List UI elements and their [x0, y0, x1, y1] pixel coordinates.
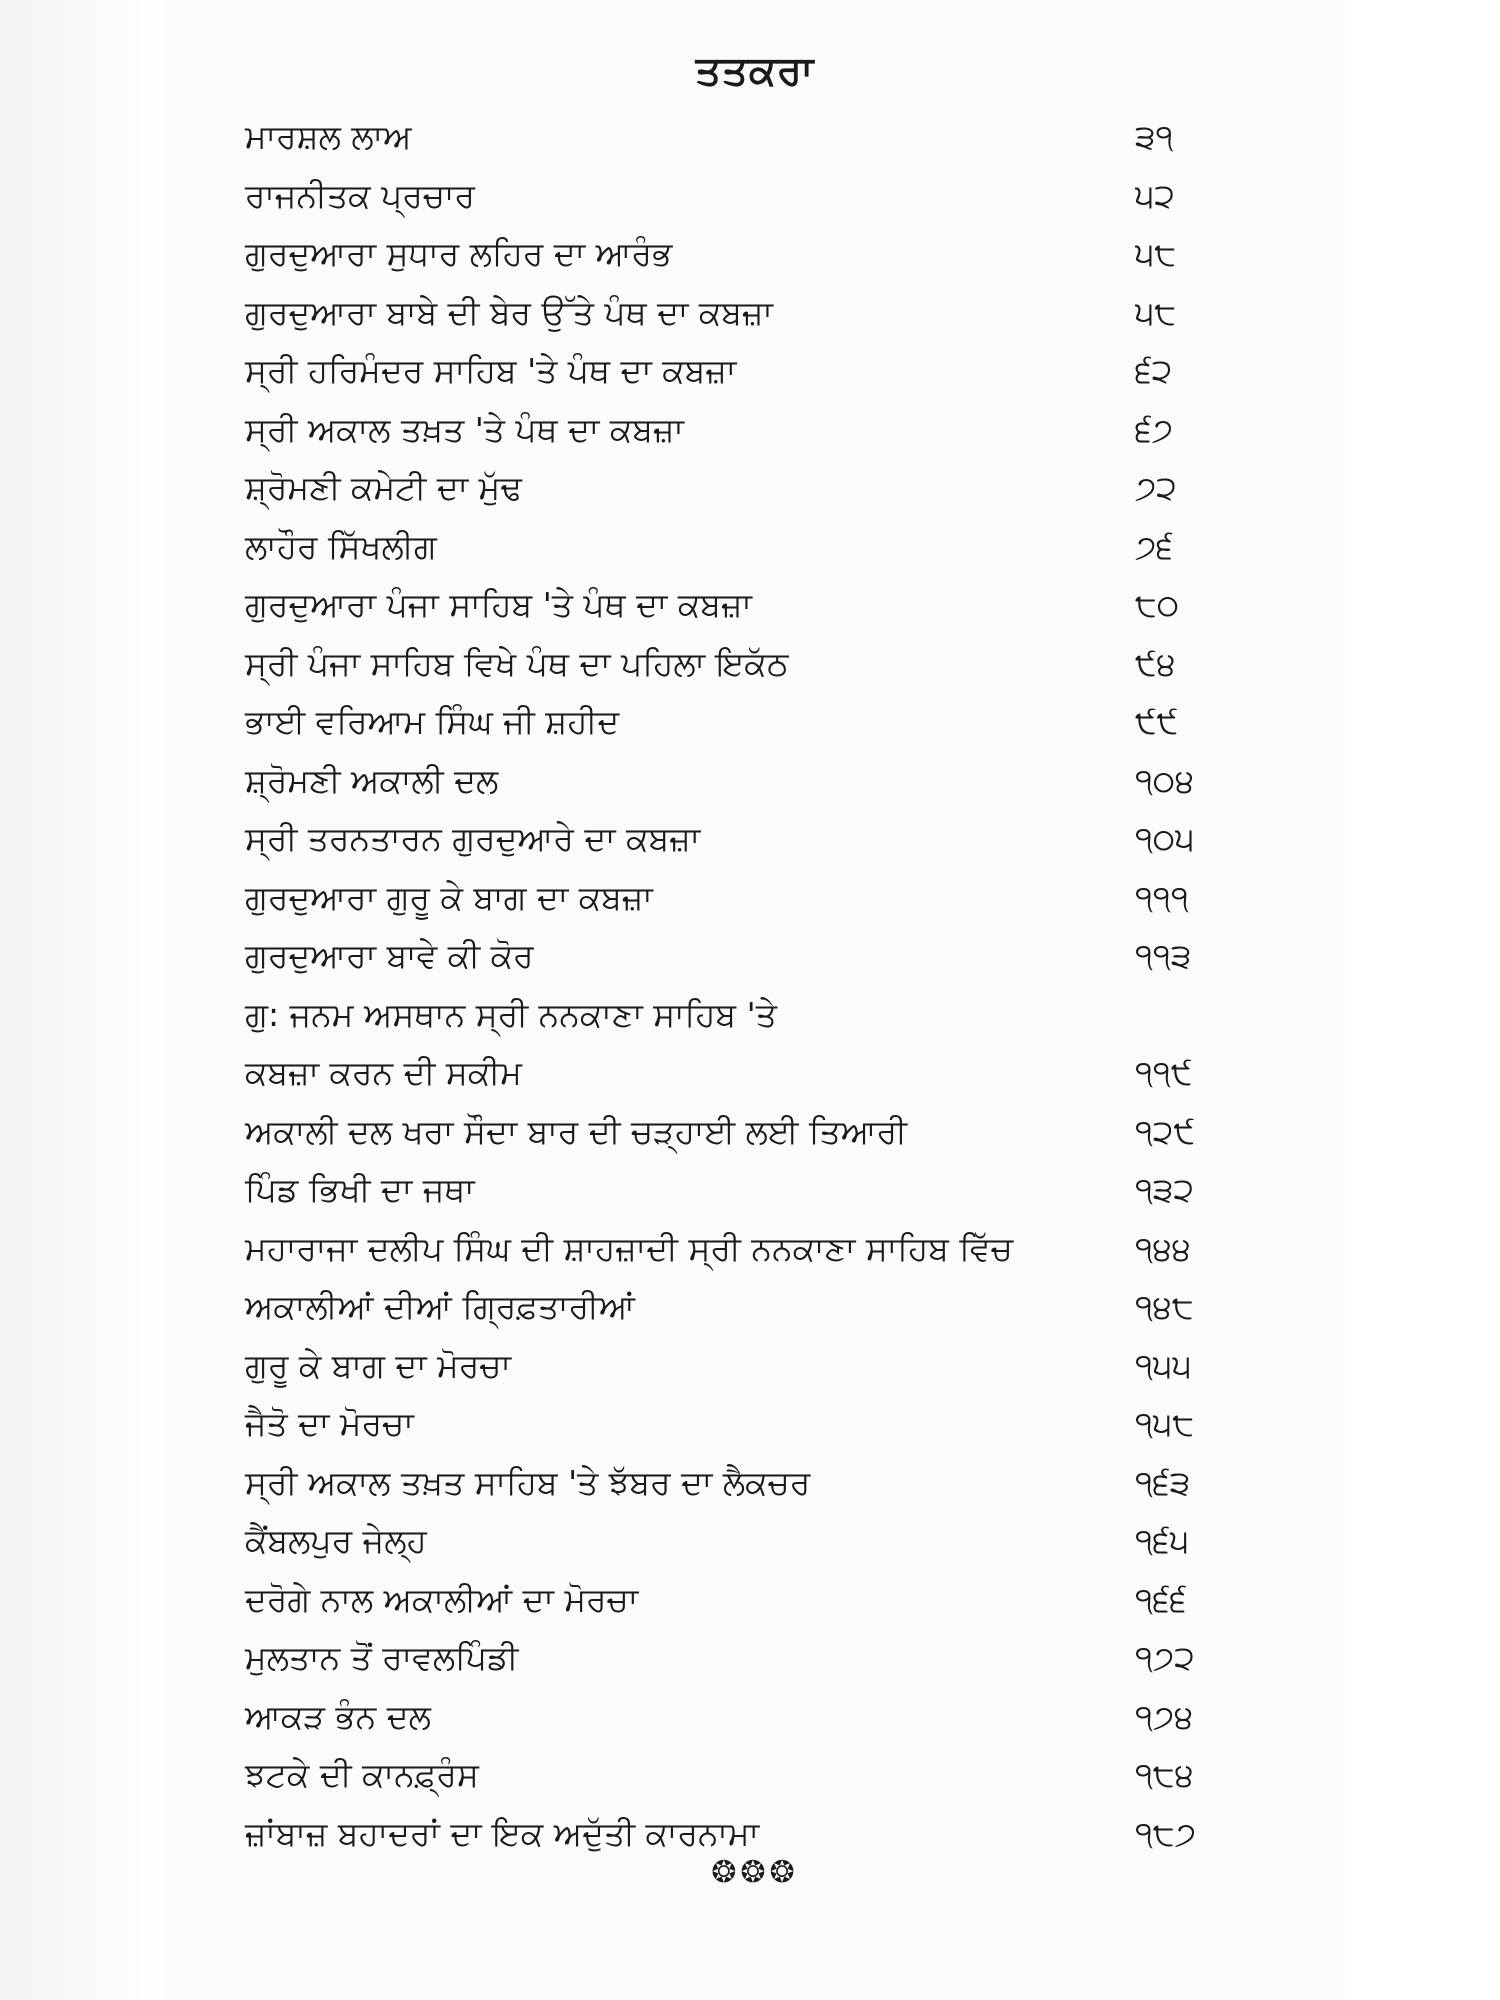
- toc-entry-page-number: ੬੭: [1135, 409, 1174, 449]
- toc-entry-title: ਮਾਰਸ਼ਲ ਲਾਅ: [245, 117, 412, 156]
- toc-entry-page-number: ੧੪੮: [1135, 1287, 1194, 1326]
- toc-entry: [245, 167, 1295, 226]
- toc-entry: [245, 693, 1295, 752]
- toc-entry: [245, 1746, 1295, 1805]
- end-ornament: ❂❂❂: [711, 1855, 799, 1890]
- toc-entry-page-number: ੧੫੮: [1135, 1404, 1195, 1443]
- toc-entry-title: ਸ੍ਰੀ ਤਰਨਤਾਰਨ ਗੁਰਦੁਆਰੇ ਦਾ ਕਬਜ਼ਾ: [245, 819, 701, 858]
- toc-entry-title: ਮਹਾਰਾਜਾ ਦਲੀਪ ਸਿੰਘ ਦੀ ਸ਼ਾਹਜ਼ਾਦੀ ਸ੍ਰੀ ਨਨਕਾਣਾ ਸਾਹਿਬ ਵਿੱਚ: [245, 1228, 1013, 1268]
- toc-entry-page-number: ੧੪੪: [1135, 1228, 1191, 1268]
- toc-entry-page-number: ੧੮੪: [1135, 1755, 1194, 1794]
- toc-entry: [245, 635, 1295, 694]
- toc-entry: [245, 1629, 1295, 1688]
- toc-entry-page-number: ੧੭੪: [1135, 1696, 1194, 1736]
- toc-entry-page-number: ੧੦੫: [1135, 819, 1195, 858]
- toc-entry-title: ਗੁਰਦੁਆਰਾ ਬਾਵੇ ਕੀ ਕੋਰ: [245, 936, 534, 975]
- toc-entry-page-number: ੬੨: [1135, 351, 1173, 390]
- book-page: [165, 0, 1345, 2000]
- toc-entry-page-number: ੧੩੨: [1135, 1170, 1194, 1209]
- toc-entry-page-number: ੧੭੨: [1135, 1638, 1195, 1677]
- toc-entry-page-number: ੯੪: [1135, 643, 1176, 683]
- toc-entry-title: ਮੁਲਤਾਨ ਤੋਂ ਰਾਵਲਪਿੰਡੀ: [245, 1638, 519, 1677]
- toc-entry-title: ਸ਼੍ਰੋਮਣੀ ਅਕਾਲੀ ਦਲ: [245, 760, 499, 800]
- toc-entry: [245, 518, 1295, 577]
- toc-entry-page-number: ੧੬੩: [1135, 1462, 1191, 1502]
- toc-entry: [245, 1571, 1295, 1630]
- toc-entry: [245, 1161, 1295, 1220]
- toc-entry-title: ਪਿੰਡ ਭਿਖੀ ਦਾ ਜਥਾ: [245, 1170, 475, 1209]
- toc-entry-title: ਗੁਰਦੁਆਰਾ ਪੰਜਾ ਸਾਹਿਬ 'ਤੇ ਪੰਥ ਦਾ ਕਬਜ਼ਾ: [245, 585, 752, 624]
- toc-entry: [245, 1454, 1295, 1513]
- toc-entry-page-number: ੭੨: [1135, 468, 1177, 507]
- toc-entry: [245, 1044, 1295, 1103]
- toc-entry: [245, 459, 1295, 518]
- toc-entry-page-number: ੧੧੩: [1135, 936, 1192, 975]
- scan-margin: [0, 0, 160, 2000]
- toc-entry: [245, 927, 1295, 986]
- toc-entry-title: ਅਕਾਲੀ ਦਲ ਖਰਾ ਸੌਦਾ ਬਾਰ ਦੀ ਚੜ੍ਹਾਈ ਲਈ ਤਿਆਰੀ: [245, 1111, 908, 1151]
- toc-entry-title: ਸ਼੍ਰੋਮਣੀ ਕਮੇਟੀ ਦਾ ਮੁੱਢ: [245, 468, 522, 507]
- toc-entry: [245, 1688, 1295, 1747]
- toc-entry-title: ਗੁ: ਜਨਮ ਅਸਥਾਨ ਸ੍ਰੀ ਨਨਕਾਣਾ ਸਾਹਿਬ 'ਤੇ: [245, 994, 777, 1034]
- toc-entry-title: ਲਾਹੌਰ ਸਿੱਖਲੀਗ: [245, 526, 437, 566]
- toc-entry-page-number: ੧੧੧: [1135, 877, 1189, 917]
- toc-entry-title: ਸ੍ਰੀ ਅਕਾਲ ਤਖ਼ਤ 'ਤੇ ਪੰਥ ਦਾ ਕਬਜ਼ਾ: [245, 409, 684, 449]
- toc-entry-page-number: ੩੧: [1135, 117, 1174, 156]
- toc-entry-page-number: ੫੮: [1135, 292, 1177, 332]
- toc-entry: [245, 108, 1295, 167]
- toc-entry: [245, 1220, 1295, 1279]
- toc-entry-page-number: ੮੦: [1135, 585, 1179, 624]
- toc-entry-title: ਗੁਰਦੁਆਰਾ ਸੁਧਾਰ ਲਹਿਰ ਦਾ ਆਰੰਭ: [245, 234, 673, 273]
- toc-entry-title: ਸ੍ਰੀ ਹਰਿਮੰਦਰ ਸਾਹਿਬ 'ਤੇ ਪੰਥ ਦਾ ਕਬਜ਼ਾ: [245, 351, 737, 390]
- toc-entry: [245, 752, 1295, 811]
- toc-entry-page-number: ੫੮: [1135, 234, 1177, 273]
- toc-entry-page-number: ੭੬: [1135, 526, 1174, 566]
- toc-entry-title: ਅਕਾਲੀਆਂ ਦੀਆਂ ਗ੍ਰਿਫ਼ਤਾਰੀਆਂ: [245, 1287, 635, 1326]
- toc-entry-page-number: ੫੨: [1135, 175, 1175, 215]
- toc-entry: [245, 986, 1295, 1045]
- toc-entry: [245, 810, 1295, 869]
- toc-entry: [245, 1103, 1295, 1162]
- toc-entry-page-number: ੧੬੬: [1135, 1579, 1187, 1619]
- toc-entry-title: ਗੁਰਦੁਆਰਾ ਗੁਰੂ ਕੇ ਬਾਗ ਦਾ ਕਬਜ਼ਾ: [245, 877, 653, 917]
- toc-entry-title: ਗੁਰੂ ਕੇ ਬਾਗ ਦਾ ਮੋਰਚਾ: [245, 1345, 512, 1385]
- toc-entry-page-number: ੧੦੪: [1135, 760, 1195, 800]
- toc-entry-title: ਸ੍ਰੀ ਅਕਾਲ ਤਖ਼ਤ ਸਾਹਿਬ 'ਤੇ ਝੱਬਰ ਦਾ ਲੈਕਚਰ: [245, 1462, 811, 1502]
- page-title: ਤਤਕਰਾ: [695, 48, 815, 94]
- toc-entry: [245, 1337, 1295, 1396]
- toc-entry: [245, 1278, 1295, 1337]
- toc-entry: [245, 1395, 1295, 1454]
- toc-entry: [245, 1512, 1295, 1571]
- toc-entry-page-number: ੧੨੯: [1135, 1111, 1196, 1151]
- toc-entry-title: ਜੈਤੋ ਦਾ ਮੋਰਚਾ: [245, 1404, 414, 1443]
- toc-entry-page-number: ੧੬੫: [1135, 1521, 1190, 1560]
- toc-entry-title: ਝਟਕੇ ਦੀ ਕਾਨਫ਼੍ਰੰਸ: [245, 1755, 479, 1794]
- toc-entry-page-number: ੧੫੫: [1135, 1345, 1192, 1385]
- toc-entry-page-number: ੧੮੭: [1135, 1813, 1197, 1853]
- toc-entry-page-number: ੧੧੯: [1135, 1053, 1193, 1092]
- toc-entry-title: ਗੁਰਦੁਆਰਾ ਬਾਬੇ ਦੀ ਬੇਰ ਉੱਤੇ ਪੰਥ ਦਾ ਕਬਜ਼ਾ: [245, 292, 773, 332]
- toc-entry-title: ਆਕੜ ਭੰਨ ਦਲ: [245, 1696, 431, 1736]
- toc-entry-title: ਕੈਂਬਲਪੁਰ ਜੇਲ੍ਹ: [245, 1521, 427, 1560]
- toc-entry: [245, 342, 1295, 401]
- toc-entry: [245, 869, 1295, 928]
- toc-entry-title: ਭਾਈ ਵਰਿਆਮ ਸਿੰਘ ਜੀ ਸ਼ਹੀਦ: [245, 702, 620, 741]
- toc-entry-page-number: ੯੯: [1135, 702, 1179, 741]
- toc-entry-title: ਕਬਜ਼ਾ ਕਰਨ ਦੀ ਸਕੀਮ: [245, 1053, 523, 1092]
- toc-entry-title: ਸ੍ਰੀ ਪੰਜਾ ਸਾਹਿਬ ਵਿਖੇ ਪੰਥ ਦਾ ਪਹਿਲਾ ਇਕੱਠ: [245, 643, 789, 683]
- toc-entry-title: ਰਾਜਨੀਤਕ ਪ੍ਰਚਾਰ: [245, 175, 476, 215]
- table-of-contents: [245, 108, 1295, 1863]
- toc-entry: [245, 576, 1295, 635]
- toc-entry-title: ਜ਼ਾਂਬਾਜ਼ ਬਹਾਦਰਾਂ ਦਾ ਇਕ ਅਦੁੱਤੀ ਕਾਰਨਾਮਾ: [245, 1813, 760, 1853]
- toc-entry-title: ਦਰੋਗੇ ਨਾਲ ਅਕਾਲੀਆਂ ਦਾ ਮੋਰਚਾ: [245, 1579, 639, 1619]
- toc-entry: [245, 225, 1295, 284]
- toc-entry: [245, 284, 1295, 343]
- toc-entry: [245, 401, 1295, 460]
